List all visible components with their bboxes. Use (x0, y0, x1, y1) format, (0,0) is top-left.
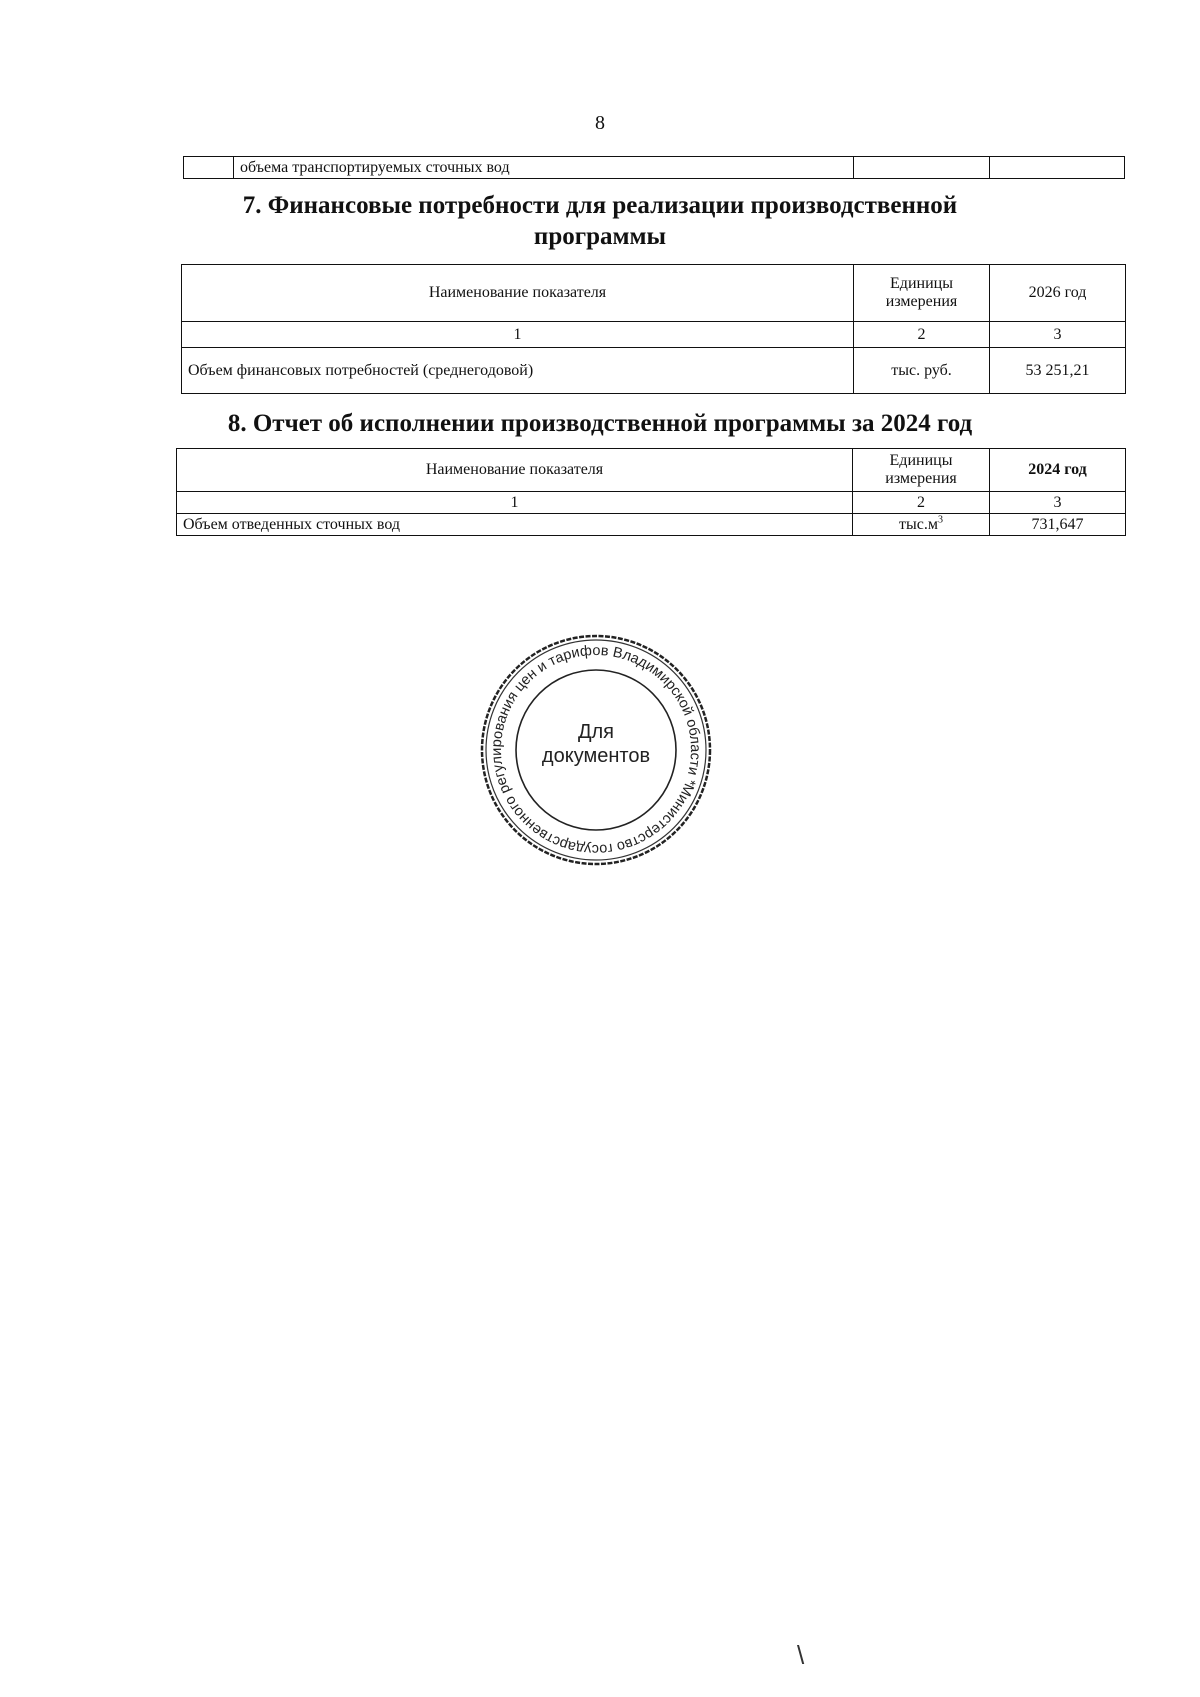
column-number: 1 (177, 492, 853, 514)
column-number: 2 (853, 492, 990, 514)
table-header-row (182, 265, 1126, 322)
table-number-row (182, 322, 1126, 348)
units-line1: Единицы (890, 275, 953, 293)
units-line2: измерения (885, 470, 957, 487)
indicator-value: 731,647 (990, 514, 1126, 536)
margin-mark: \ (797, 1640, 805, 1670)
column-header-year: 2024 год (990, 449, 1126, 492)
indicator-name: Объем отведенных сточных вод (177, 514, 853, 536)
financial-needs-table (181, 264, 1126, 394)
table-row (182, 348, 1126, 394)
stamp-center-line1: Для (577, 721, 615, 743)
table-cell (990, 157, 1125, 179)
table-cell: объема транспортируемых сточных вод (234, 157, 854, 179)
section7-title-line2: программы (533, 223, 667, 250)
indicator-unit (853, 514, 990, 536)
column-header-name: Наименование показателя (182, 265, 854, 322)
continuation-table (183, 156, 1125, 179)
table-header-row (177, 449, 1126, 492)
page-number: 8 (595, 112, 605, 134)
table-cell (184, 157, 234, 179)
execution-report-table (176, 448, 1126, 536)
indicator-value: 53 251,21 (990, 348, 1126, 394)
column-header-units (854, 265, 990, 322)
indicator-unit: тыс. руб. (854, 348, 990, 394)
table-row (177, 514, 1126, 536)
section7-title (0, 190, 1200, 252)
units-line2: измерения (885, 293, 958, 310)
table-row (184, 157, 1125, 179)
column-number: 3 (990, 322, 1126, 348)
column-number: 2 (854, 322, 990, 348)
table-cell (854, 157, 990, 179)
section7-title-line1: 7. Финансовые потребности для реализации производственной (242, 192, 958, 219)
units-line1: Единицы (889, 452, 953, 470)
table-number-row (177, 492, 1126, 514)
stamp-center-line2: документов (541, 745, 651, 767)
unit-base: тыс.м (899, 515, 938, 533)
indicator-name: Объем финансовых потребностей (среднегодовой) (182, 348, 854, 394)
column-header-year: 2026 год (990, 265, 1126, 322)
column-number: 1 (182, 322, 854, 348)
column-number: 3 (990, 492, 1126, 514)
unit-superscript: 3 (937, 514, 943, 526)
section8-title: 8. Отчет об исполнении производственной программы за 2024 год (227, 410, 973, 437)
stamp-ring-textpath: Министерство государственного регулирования цен и тарифов Владимирской области * (488, 642, 704, 858)
stamp-center-text (479, 720, 713, 768)
column-header-name: Наименование показателя (177, 449, 853, 492)
column-header-units (853, 449, 990, 492)
